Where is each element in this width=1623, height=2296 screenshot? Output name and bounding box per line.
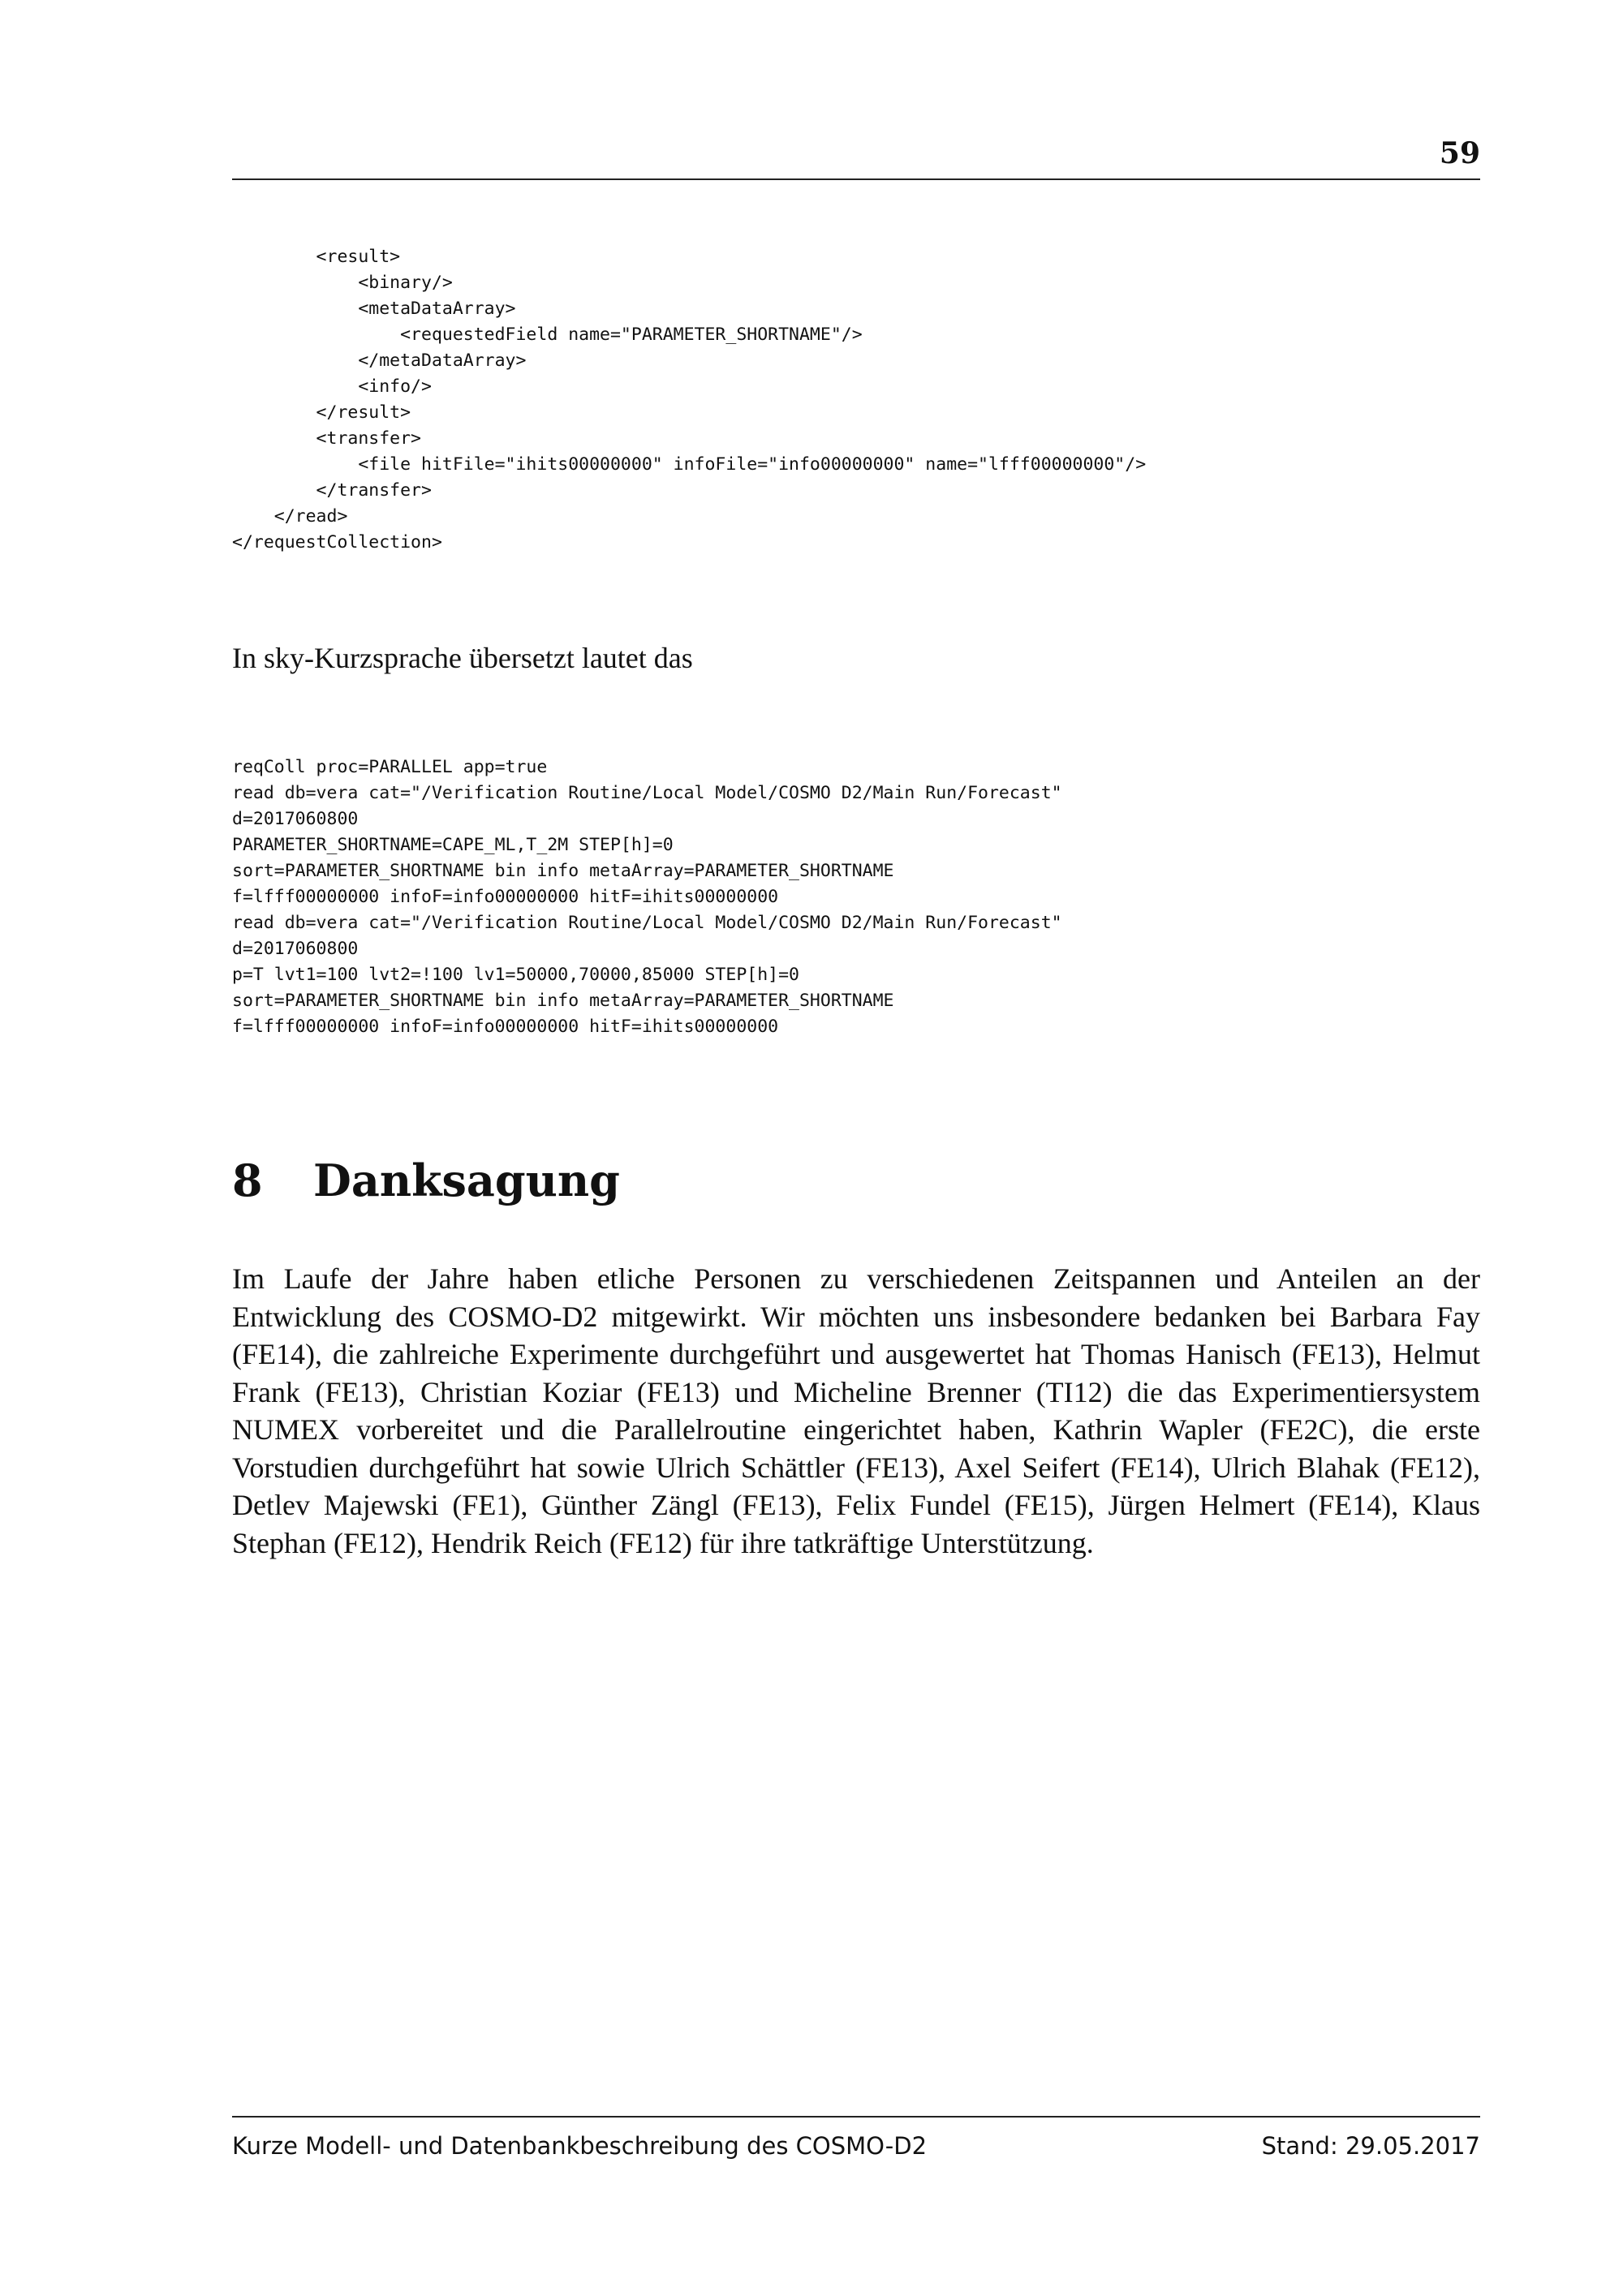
code-line: PARAMETER_SHORTNAME=CAPE_ML,T_2M STEP[h]=0 — [232, 835, 674, 855]
footer-date: Stand: 29.05.2017 — [1261, 2132, 1480, 2160]
code-line: </metaDataArray> — [232, 350, 527, 371]
code-line: <transfer> — [232, 428, 421, 449]
xml-code-block — [232, 244, 1146, 556]
code-line: d=2017060800 — [232, 809, 359, 829]
section-number: 8 — [232, 1154, 263, 1206]
code-line: reqColl proc=PARALLEL app=true — [232, 757, 548, 777]
code-line: </transfer> — [232, 480, 432, 501]
acknowledgement-paragraph: Im Laufe der Jahre haben etliche Personen zu verschiedenen Zeitspannen und Anteilen an der Entwicklung des COSMO-D2 mitgewirkt. Wir möchten uns insbesondere bedanken bei Barbara Fay (FE14), die zahlreiche Experimente durchgeführt und ausgewertet hat Thomas Hanisch (FE13), Helmut Frank (FE13), Christian Koziar (FE13) und Micheline Brenner (TI12) die das Experimentiersystem NUMEX vorbereitet und die Parallelroutine eingerichtet haben, Kathrin Wapler (FE2C), die erste Vorstudien durchgeführt hat sowie Ulrich Schättler (FE13), Axel Seifert (FE14), Ulrich Blahak (FE12), Detlev Majewski (FE1), Günther Zängl (FE13), Felix Fundel (FE15), Jürgen Helmert (FE14), Klaus Stephan (FE12), Hendrik Reich (FE12) für ihre tatkräftige Unterstützung. — [232, 1262, 1480, 1559]
code-line: p=T lvt1=100 lvt2=!100 lv1=50000,70000,85000 STEP[h]=0 — [232, 965, 799, 985]
code-line: f=lfff00000000 infoF=info00000000 hitF=ihits00000000 — [232, 1017, 779, 1037]
code-line: </read> — [232, 506, 348, 527]
code-line: </result> — [232, 402, 411, 423]
page-number: 59 — [1439, 136, 1480, 170]
code-line: <result> — [232, 247, 401, 267]
code-line: sort=PARAMETER_SHORTNAME bin info metaArray=PARAMETER_SHORTNAME — [232, 991, 894, 1011]
code-line: <binary/> — [232, 273, 453, 293]
footer-rule — [232, 2116, 1480, 2118]
code-line: read db=vera cat="/Verification Routine/Local Model/COSMO D2/Main Run/Forecast" — [232, 783, 1062, 803]
code-line: <info/> — [232, 376, 432, 397]
code-line: read db=vera cat="/Verification Routine/Local Model/COSMO D2/Main Run/Forecast" — [232, 913, 1062, 933]
code-line: d=2017060800 — [232, 939, 359, 959]
code-line: <requestedField name="PARAMETER_SHORTNAME"/> — [232, 325, 863, 345]
code-line: <file hitFile="ihits00000000" infoFile="info00000000" name="lfff00000000"/> — [232, 454, 1147, 475]
intro-paragraph: In sky-Kurzsprache übersetzt lautet das — [232, 642, 693, 674]
code-line: <metaDataArray> — [232, 299, 516, 319]
footer-title: Kurze Modell- und Datenbankbeschreibung des COSMO-D2 — [232, 2132, 928, 2160]
header-rule — [232, 178, 1480, 180]
code-line: sort=PARAMETER_SHORTNAME bin info metaArray=PARAMETER_SHORTNAME — [232, 861, 894, 881]
section-title: Danksagung — [313, 1154, 620, 1206]
code-line: f=lfff00000000 infoF=info00000000 hitF=ihits00000000 — [232, 887, 779, 907]
code-line: </requestCollection> — [232, 532, 442, 553]
section-heading — [232, 1152, 620, 1209]
sky-code-block — [232, 755, 1062, 1040]
